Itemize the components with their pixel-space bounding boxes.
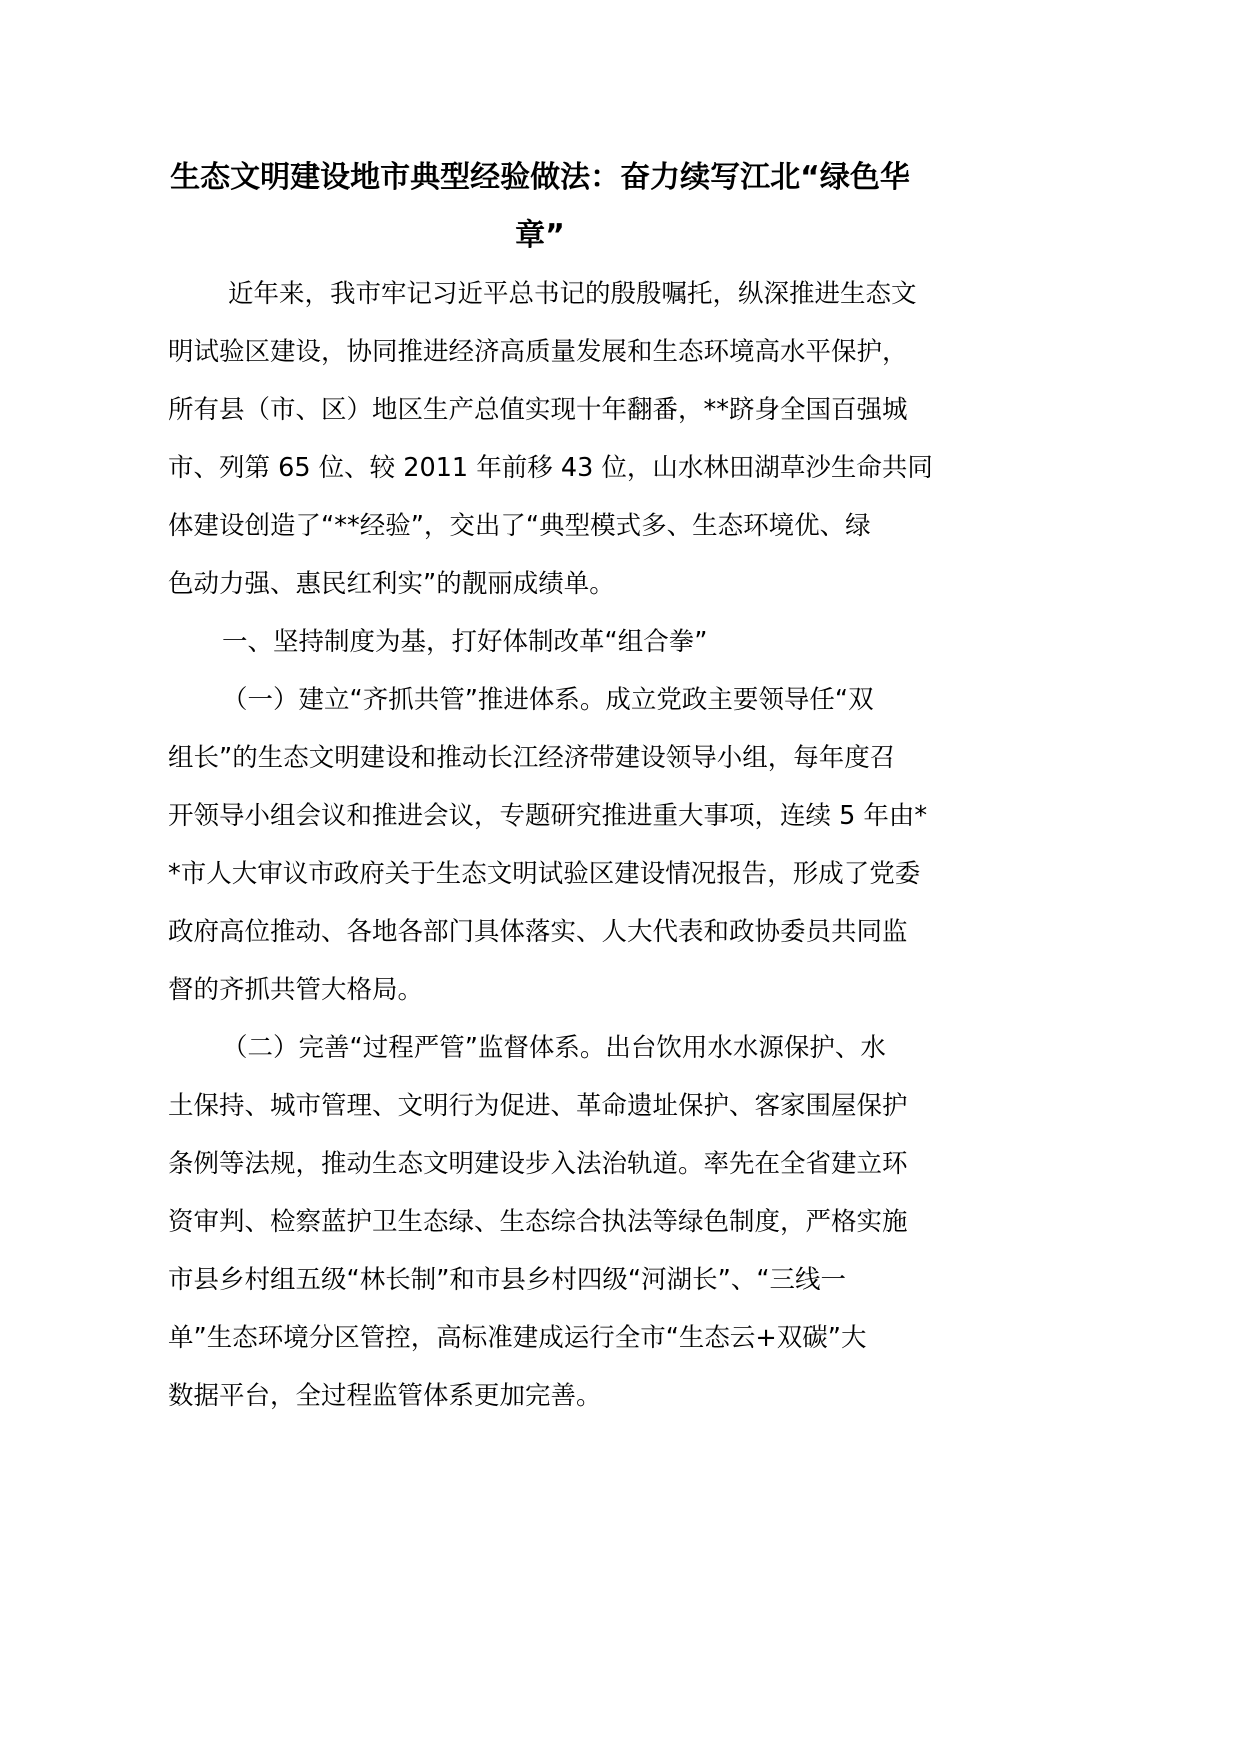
text-line: 市、列第 65 位、较 2011 年前移 43 位，山水林田湖草沙生命共同 xyxy=(168,453,933,483)
document-title-line-2: 章” xyxy=(515,218,565,253)
text-line: 单”生态环境分区管控，高标准建成运行全市“生态云+双碳”大 xyxy=(168,1323,867,1353)
text-line: 资审判、检察蓝护卫生态绿、生态综合执法等绿色制度，严格实施 xyxy=(168,1207,908,1237)
document-title-line-1: 生态文明建设地市典型经验做法：奋力续写江北“绿色华 xyxy=(170,160,910,195)
text-line: *市人大审议市政府关于生态文明试验区建设情况报告，形成了党委 xyxy=(168,859,921,889)
text-line: 土保持、城市管理、文明行为促进、革命遗址保护、客家围屋保护 xyxy=(168,1091,908,1121)
text-line: 条例等法规，推动生态文明建设步入法治轨道。率先在全省建立环 xyxy=(168,1149,908,1179)
text-line: 市县乡村组五级“林长制”和市县乡村四级“河湖长”、“三线一 xyxy=(168,1265,847,1295)
text-line: （一）建立“齐抓共管”推进体系。成立党政主要领导任“双 xyxy=(222,685,874,715)
text-line: 督的齐抓共管大格局。 xyxy=(168,975,424,1005)
text-line: 政府高位推动、各地各部门具体落实、人大代表和政协委员共同监 xyxy=(168,917,908,947)
text-line: 色动力强、惠民红利实”的靓丽成绩单。 xyxy=(168,569,615,599)
text-line: 体建设创造了“**经验”，交出了“典型模式多、生态环境优、绿 xyxy=(168,511,871,541)
text-line: 开领导小组会议和推进会议，专题研究推进重大事项，连续 5 年由* xyxy=(168,801,928,831)
text-line: 近年来，我市牢记习近平总书记的殷殷嘱托，纵深推进生态文 xyxy=(228,279,917,309)
text-line: 明试验区建设，协同推进经济高质量发展和生态环境高水平保护， xyxy=(168,337,908,367)
text-line: （二）完善“过程严管”监督体系。出台饮用水水源保护、水 xyxy=(222,1033,886,1063)
text-line: 数据平台，全过程监管体系更加完善。 xyxy=(168,1381,602,1411)
text-line: 所有县（市、区）地区生产总值实现十年翻番，**跻身全国百强城 xyxy=(168,395,908,425)
text-line: 组长”的生态文明建设和推动长江经济带建设领导小组，每年度召 xyxy=(168,743,896,773)
section-heading-text: 一、坚持制度为基，打好体制改革“组合拳” xyxy=(222,627,708,657)
